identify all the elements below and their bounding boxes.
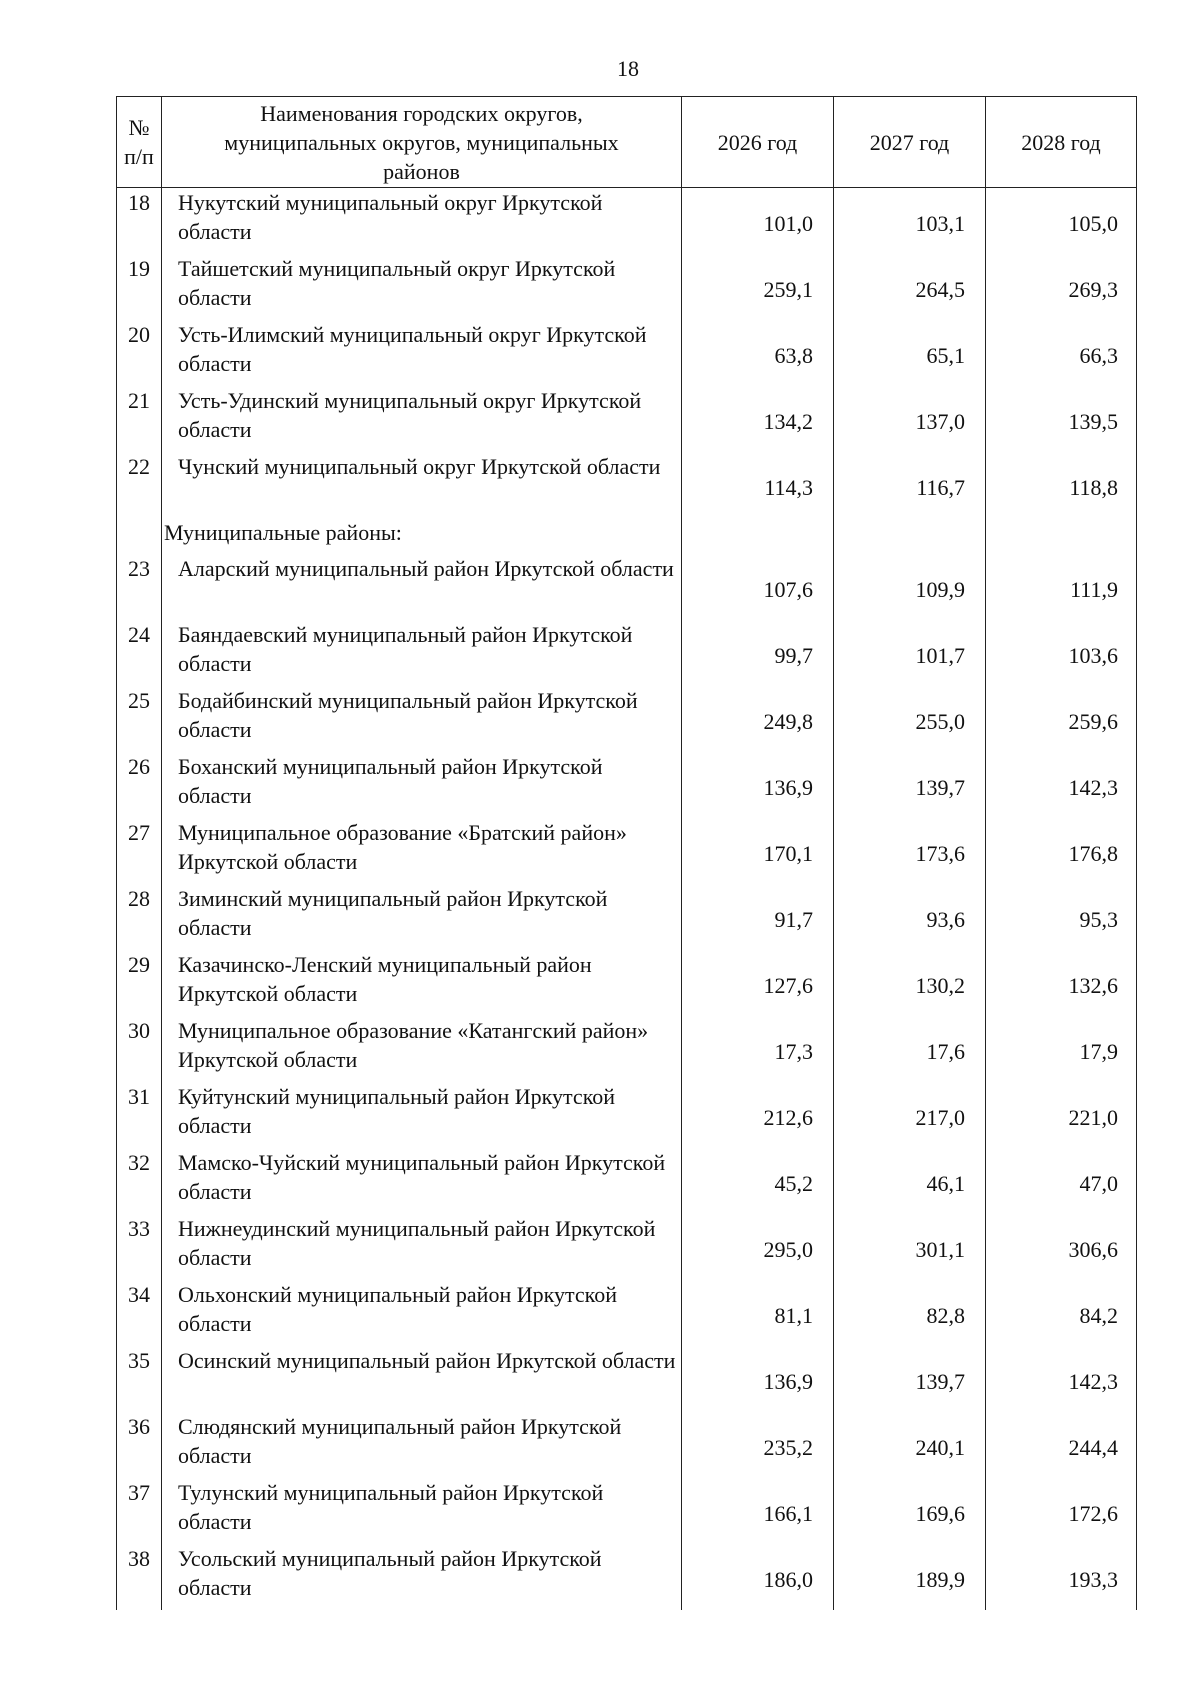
value-2028: 84,2	[986, 1280, 1137, 1346]
row-number: 23	[117, 554, 162, 620]
value-2027: 217,0	[834, 1082, 986, 1148]
row-number: 20	[117, 320, 162, 386]
value-2028: 111,9	[986, 554, 1137, 620]
value-2026: 170,1	[682, 818, 834, 884]
value-2027: 173,6	[834, 818, 986, 884]
value-2026: 127,6	[682, 950, 834, 1016]
municipality-name: Усольский муниципальный район Иркутской области	[162, 1544, 682, 1610]
municipality-name: Усть-Удинский муниципальный округ Иркутской области	[162, 386, 682, 452]
municipality-name: Казачинско-Ленский муниципальный район Иркутской области	[162, 950, 682, 1016]
value-2026: 249,8	[682, 686, 834, 752]
section-title: Муниципальные районы:	[162, 518, 682, 554]
value-2027: 139,7	[834, 1346, 986, 1412]
table-row	[117, 386, 1137, 452]
value-2026: 166,1	[682, 1478, 834, 1544]
empty-cell	[682, 518, 834, 554]
row-number	[117, 518, 162, 554]
row-number: 21	[117, 386, 162, 452]
row-number: 18	[117, 188, 162, 255]
table-row	[117, 1478, 1137, 1544]
municipality-name: Тайшетский муниципальный округ Иркутской области	[162, 254, 682, 320]
value-2028: 221,0	[986, 1082, 1137, 1148]
municipality-name: Усть-Илимский муниципальный округ Иркутской области	[162, 320, 682, 386]
value-2028: 105,0	[986, 188, 1137, 255]
value-2027: 65,1	[834, 320, 986, 386]
municipality-name: Аларский муниципальный район Иркутской области	[162, 554, 682, 620]
row-number: 35	[117, 1346, 162, 1412]
row-number: 34	[117, 1280, 162, 1346]
value-2027: 301,1	[834, 1214, 986, 1280]
value-2026: 186,0	[682, 1544, 834, 1610]
municipality-name: Мамско-Чуйский муниципальный район Иркутской области	[162, 1148, 682, 1214]
table-row	[117, 1412, 1137, 1478]
row-number: 28	[117, 884, 162, 950]
value-2027: 137,0	[834, 386, 986, 452]
value-2027: 255,0	[834, 686, 986, 752]
table-row	[117, 620, 1137, 686]
table-row	[117, 320, 1137, 386]
value-2027: 139,7	[834, 752, 986, 818]
table-row	[117, 884, 1137, 950]
value-2026: 235,2	[682, 1412, 834, 1478]
value-2028: 95,3	[986, 884, 1137, 950]
municipality-name: Зиминский муниципальный район Иркутской области	[162, 884, 682, 950]
table-row	[117, 554, 1137, 620]
municipality-name: Ольхонский муниципальный район Иркутской области	[162, 1280, 682, 1346]
empty-cell	[986, 518, 1137, 554]
municipality-name: Нукутский муниципальный округ Иркутской области	[162, 188, 682, 255]
row-number: 32	[117, 1148, 162, 1214]
municipality-name: Муниципальное образование «Катангский район» Иркутской области	[162, 1016, 682, 1082]
municipality-name: Тулунский муниципальный район Иркутской области	[162, 1478, 682, 1544]
row-number: 22	[117, 452, 162, 518]
row-number: 33	[117, 1214, 162, 1280]
value-2027: 189,9	[834, 1544, 986, 1610]
table-row	[117, 1148, 1137, 1214]
header-year-2028: 2028 год	[986, 97, 1137, 188]
row-number: 29	[117, 950, 162, 1016]
row-number: 36	[117, 1412, 162, 1478]
value-2027: 109,9	[834, 554, 986, 620]
municipality-name: Бодайбинский муниципальный район Иркутской области	[162, 686, 682, 752]
value-2026: 17,3	[682, 1016, 834, 1082]
value-2026: 259,1	[682, 254, 834, 320]
table-row	[117, 686, 1137, 752]
value-2026: 99,7	[682, 620, 834, 686]
row-number: 25	[117, 686, 162, 752]
table-row	[117, 1346, 1137, 1412]
table-body	[117, 188, 1137, 1611]
value-2027: 116,7	[834, 452, 986, 518]
value-2026: 295,0	[682, 1214, 834, 1280]
row-number: 30	[117, 1016, 162, 1082]
value-2028: 132,6	[986, 950, 1137, 1016]
value-2027: 103,1	[834, 188, 986, 255]
row-number: 26	[117, 752, 162, 818]
municipality-name: Осинский муниципальный район Иркутской области	[162, 1346, 682, 1412]
table-row	[117, 188, 1137, 255]
value-2027: 101,7	[834, 620, 986, 686]
header-name: Наименования городских округов, муниципальных округов, муниципальных районов	[162, 97, 682, 188]
value-2027: 169,6	[834, 1478, 986, 1544]
value-2026: 45,2	[682, 1148, 834, 1214]
value-2028: 66,3	[986, 320, 1137, 386]
value-2027: 264,5	[834, 254, 986, 320]
empty-cell	[834, 518, 986, 554]
municipality-name: Куйтунский муниципальный район Иркутской области	[162, 1082, 682, 1148]
value-2026: 114,3	[682, 452, 834, 518]
value-2026: 91,7	[682, 884, 834, 950]
value-2026: 136,9	[682, 1346, 834, 1412]
value-2028: 142,3	[986, 752, 1137, 818]
value-2026: 81,1	[682, 1280, 834, 1346]
municipality-name: Чунский муниципальный округ Иркутской области	[162, 452, 682, 518]
value-2028: 259,6	[986, 686, 1137, 752]
value-2026: 212,6	[682, 1082, 834, 1148]
value-2028: 139,5	[986, 386, 1137, 452]
value-2026: 101,0	[682, 188, 834, 255]
header-year-2026: 2026 год	[682, 97, 834, 188]
table-header	[117, 97, 1137, 188]
value-2027: 82,8	[834, 1280, 986, 1346]
row-number: 31	[117, 1082, 162, 1148]
municipality-name: Нижнеудинский муниципальный район Иркутской области	[162, 1214, 682, 1280]
allocation-table	[116, 96, 1137, 1610]
page-number: 18	[617, 56, 639, 81]
value-2028: 17,9	[986, 1016, 1137, 1082]
value-2028: 244,4	[986, 1412, 1137, 1478]
section-row	[117, 518, 1137, 554]
table-row	[117, 452, 1137, 518]
table-row	[117, 1214, 1137, 1280]
value-2027: 46,1	[834, 1148, 986, 1214]
value-2028: 142,3	[986, 1346, 1137, 1412]
header-year-2027: 2027 год	[834, 97, 986, 188]
table-row	[117, 1016, 1137, 1082]
table-row	[117, 1544, 1137, 1610]
municipality-name: Слюдянский муниципальный район Иркутской области	[162, 1412, 682, 1478]
table-row	[117, 1082, 1137, 1148]
value-2028: 269,3	[986, 254, 1137, 320]
value-2026: 63,8	[682, 320, 834, 386]
value-2026: 107,6	[682, 554, 834, 620]
value-2028: 306,6	[986, 1214, 1137, 1280]
row-number: 37	[117, 1478, 162, 1544]
row-number: 19	[117, 254, 162, 320]
value-2026: 134,2	[682, 386, 834, 452]
municipality-name: Боханский муниципальный район Иркутской области	[162, 752, 682, 818]
row-number: 27	[117, 818, 162, 884]
value-2028: 118,8	[986, 452, 1137, 518]
value-2028: 47,0	[986, 1148, 1137, 1214]
table-row	[117, 1280, 1137, 1346]
value-2027: 130,2	[834, 950, 986, 1016]
table-row	[117, 254, 1137, 320]
value-2027: 240,1	[834, 1412, 986, 1478]
value-2026: 136,9	[682, 752, 834, 818]
value-2028: 193,3	[986, 1544, 1137, 1610]
value-2027: 17,6	[834, 1016, 986, 1082]
value-2027: 93,6	[834, 884, 986, 950]
row-number: 24	[117, 620, 162, 686]
value-2028: 172,6	[986, 1478, 1137, 1544]
value-2028: 176,8	[986, 818, 1137, 884]
table-row	[117, 950, 1137, 1016]
municipality-name: Баяндаевский муниципальный район Иркутской области	[162, 620, 682, 686]
value-2028: 103,6	[986, 620, 1137, 686]
municipality-name: Муниципальное образование «Братский район» Иркутской области	[162, 818, 682, 884]
row-number: 38	[117, 1544, 162, 1610]
header-num: № п/п	[117, 97, 162, 188]
table-row	[117, 752, 1137, 818]
table-row	[117, 818, 1137, 884]
